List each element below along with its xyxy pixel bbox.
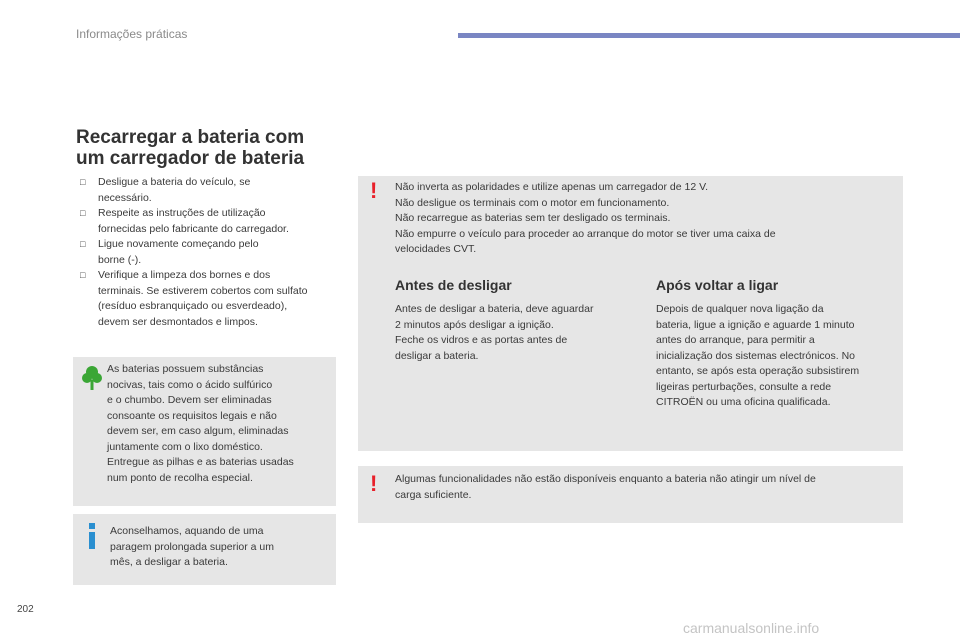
warning-line: Não recarregue as baterias sem ter desligado os terminais. bbox=[395, 212, 671, 224]
list-item-line: Ligue novamente começando pelo bbox=[98, 238, 259, 250]
warning-line: velocidades CVT. bbox=[395, 243, 477, 255]
after-reconnect-text bbox=[656, 302, 901, 411]
section-line: inicialização dos sistemas electrónicos. No bbox=[656, 349, 856, 362]
list-item bbox=[76, 268, 341, 330]
page-number: 202 bbox=[17, 604, 34, 615]
environment-note-text bbox=[107, 362, 332, 486]
warning-line: Algumas funcionalidades não estão disponíveis enquanto a bateria não atingir um nível de bbox=[395, 473, 816, 485]
instructions-list bbox=[76, 175, 341, 330]
list-item-line: Respeite as instruções de utilização bbox=[98, 207, 266, 219]
environment-note-box bbox=[73, 357, 336, 506]
section-line: entanto, se após esta operação subsistirem bbox=[656, 365, 860, 377]
header-accent-bar bbox=[458, 33, 960, 38]
section-line: ligeiras perturbações, consulte a rede bbox=[656, 380, 832, 393]
list-item-line: fornecidas pelo fabricante do carregador. bbox=[98, 222, 289, 235]
warning-text bbox=[395, 472, 895, 503]
section-line: desligar a bateria. bbox=[395, 349, 479, 362]
warning-box-battery-level bbox=[358, 466, 903, 523]
checkbox-bullet-icon: □ bbox=[80, 239, 86, 249]
tree-icon bbox=[81, 365, 103, 391]
info-i-icon bbox=[87, 523, 97, 549]
checkbox-bullet-icon: □ bbox=[80, 177, 86, 187]
before-disconnect-title: Antes de desligar bbox=[395, 277, 512, 293]
note-line: juntamente com o lixo doméstico. bbox=[107, 440, 263, 453]
page-title-line-2: um carregador de bateria bbox=[76, 148, 305, 169]
section-line: CITROËN ou uma oficina qualificada. bbox=[656, 396, 831, 408]
section-line: bateria, ligue a ignição e aguarde 1 minuto bbox=[656, 318, 855, 331]
warning-box bbox=[358, 176, 903, 451]
list-item bbox=[76, 175, 341, 206]
list-item-line: borne (-). bbox=[98, 253, 142, 266]
warning-line: Não desligue os terminais com o motor em funcionamento. bbox=[395, 196, 670, 209]
section-line: Antes de desligar a bateria, deve aguardar bbox=[395, 303, 594, 315]
list-item-line: Verifique a limpeza dos bornes e dos bbox=[98, 269, 271, 281]
page-title-line-1: Recarregar a bateria com bbox=[76, 127, 305, 148]
checkbox-bullet-icon: □ bbox=[80, 270, 86, 280]
page-title bbox=[76, 127, 304, 169]
warning-line: Não empurre o veículo para proceder ao arranque do motor se tiver uma caixa de bbox=[395, 227, 776, 240]
exclamation-icon: ! bbox=[370, 471, 378, 496]
note-line: mês, a desligar a bateria. bbox=[110, 556, 228, 568]
warning-text bbox=[395, 180, 895, 258]
section-line: Depois de qualquer nova ligação da bbox=[656, 303, 824, 315]
before-disconnect-text bbox=[395, 302, 640, 364]
note-line: paragem prolongada superior a um bbox=[110, 540, 275, 553]
checkbox-bullet-icon: □ bbox=[80, 208, 86, 218]
list-item-line: devem ser desmontados e limpos. bbox=[98, 315, 258, 328]
list-item bbox=[76, 206, 341, 237]
note-line: As baterias possuem substâncias bbox=[107, 363, 264, 375]
note-line: num ponto de recolha especial. bbox=[107, 471, 253, 484]
section-header-title: Informações práticas bbox=[76, 27, 188, 41]
after-reconnect-title: Após voltar a ligar bbox=[656, 277, 779, 293]
warning-line: carga suficiente. bbox=[395, 488, 472, 501]
list-item bbox=[76, 237, 341, 268]
section-line: antes do arranque, para permitir a bbox=[656, 334, 815, 346]
list-item-line: terminais. Se estiverem cobertos com sulfato bbox=[98, 284, 308, 297]
section-line: Feche os vidros e as portas antes de bbox=[395, 334, 568, 346]
note-line: nocivas, tais como o ácido sulfúrico bbox=[107, 378, 273, 391]
list-item-line: necessário. bbox=[98, 191, 152, 204]
note-line: consoante os requisitos legais e não bbox=[107, 409, 277, 422]
watermark: carmanualsonline.info bbox=[683, 620, 820, 636]
list-item-line: (resíduo esbranquiçado ou esverdeado), bbox=[98, 300, 288, 312]
info-note-text bbox=[110, 524, 332, 571]
note-line: e o chumbo. Devem ser eliminadas bbox=[107, 394, 272, 406]
exclamation-icon: ! bbox=[370, 178, 378, 203]
note-line: devem ser, em caso algum, eliminadas bbox=[107, 425, 289, 437]
info-note-box bbox=[73, 514, 336, 585]
note-line: Entregue as pilhas e as baterias usadas bbox=[107, 456, 294, 468]
warning-line: Não inverta as polaridades e utilize apenas um carregador de 12 V. bbox=[395, 181, 709, 193]
section-line: 2 minutos após desligar a ignição. bbox=[395, 318, 554, 331]
list-item-line: Desligue a bateria do veículo, se bbox=[98, 176, 251, 188]
note-line: Aconselhamos, aquando de uma bbox=[110, 525, 264, 537]
